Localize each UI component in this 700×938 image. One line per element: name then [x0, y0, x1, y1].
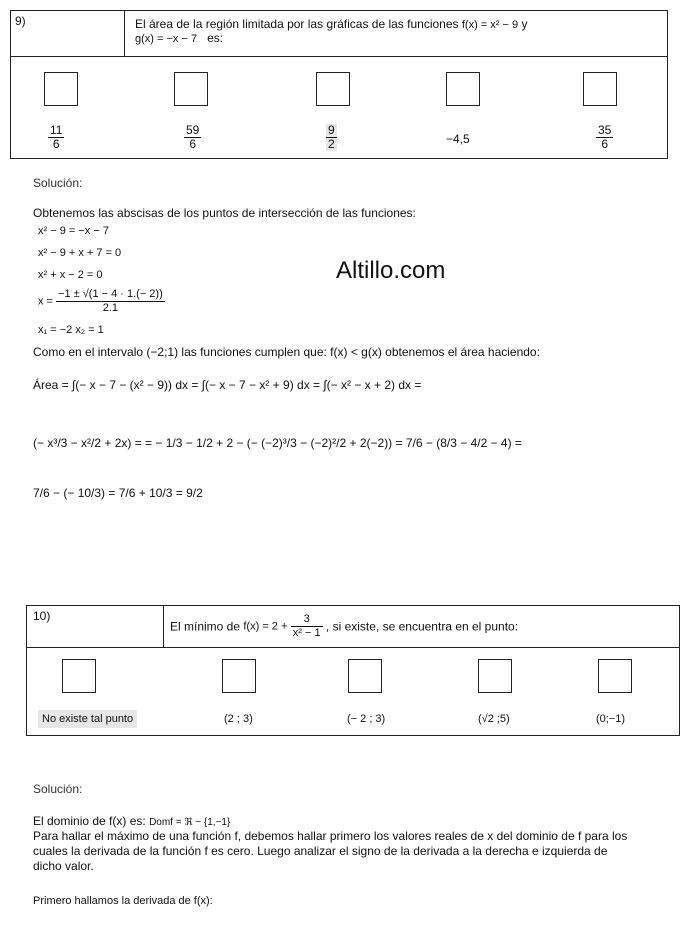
option-3-checkbox[interactable]	[316, 72, 350, 106]
option-1-checkbox[interactable]	[44, 72, 78, 106]
equation-1: x² − 9 = −x − 7	[38, 225, 109, 237]
watermark: Altillo.com	[336, 257, 446, 284]
solution-10-label: Solución:	[33, 782, 83, 796]
area-integral-line: Área = ∫(− x − 7 − (x² − 9)) dx = ∫(− x − 7 − x² + 9) dx = ∫(− x² − x + 2) dx =	[33, 378, 422, 392]
function-f: f(x) = x² − 9	[461, 19, 519, 31]
question-10-number: 10)	[33, 609, 51, 623]
option-3-label: $\frac{9}{2}$	[328, 123, 335, 151]
option-2-checkbox[interactable]	[222, 659, 256, 693]
equation-4-lhs: x =	[38, 295, 53, 308]
option-4-label: −4,5	[446, 132, 470, 146]
statement-text: El área de la región limitada por las gráficas de las funciones	[135, 17, 459, 31]
function-f-lhs: f(x) = 2 +	[243, 620, 288, 633]
statement-post: , si existe, se encuentra en el punto:	[325, 619, 519, 634]
option-3-label: (− 2 ; 3)	[347, 713, 386, 725]
option-4-label: (√2 ;5)	[478, 713, 510, 725]
question-9-number: 9)	[15, 14, 26, 28]
option-1-label: No existe tal punto	[38, 710, 137, 728]
question-statement	[125, 11, 668, 57]
option-3-checkbox[interactable]	[348, 659, 382, 693]
question-statement	[164, 606, 680, 648]
y-text: y	[521, 17, 528, 31]
equation-4	[38, 288, 165, 315]
option-2-checkbox[interactable]	[174, 72, 208, 106]
solution-9-label: Solución:	[33, 176, 83, 190]
question-number	[27, 606, 164, 648]
option-5-label: (0;−1)	[596, 713, 626, 725]
option-5-label: $\frac{35}{6}$	[598, 123, 612, 151]
evaluation-line: (− x³/3 − x²/2 + 2x) = = − 1/3 − 1/2 + 2 − (− (−2)³/3 − (−2)²/2 + 2(−2)) = 7/6 − (8/3 − 4/2 − 4) =	[33, 436, 522, 450]
question-number	[11, 11, 125, 57]
option-5-checkbox[interactable]	[583, 72, 617, 106]
function-f-fraction: $\frac{3}{\text{x² − 1}}$	[292, 613, 321, 639]
option-4-checkbox[interactable]	[478, 659, 512, 693]
interval-line: Como en el intervalo (−2;1) las funciones cumplen que: f(x) < g(x) obtenemos el área haciendo:	[33, 345, 540, 359]
option-5-checkbox[interactable]	[598, 659, 632, 693]
final-result-line: 7/6 − (− 10/3) = 7/6 + 10/3 = 9/2	[33, 486, 203, 500]
domain-prefix: El dominio de f(x) es:	[33, 814, 146, 828]
solution-9-intro: Obtenemos las abscisas de los puntos de intersección de las funciones:	[33, 206, 416, 220]
equation-3: x² + x − 2 = 0	[38, 269, 103, 281]
equation-2: x² − 9 + x + 7 = 0	[38, 247, 122, 259]
option-4-checkbox[interactable]	[446, 72, 480, 106]
explanation-paragraph: Para hallar el máximo de una función f, debemos hallar primero los valores reales de x del dominio de f para los cuales la derivada de la función f es cero. Luego analizar el signo de la derivada a la derecha e izquierda de dicho valor.	[33, 829, 628, 873]
derivative-intro: Primero hallamos la derivada de f(x):	[33, 895, 213, 907]
option-1-checkbox[interactable]	[62, 659, 96, 693]
option-2-label: (2 ; 3)	[224, 713, 253, 725]
es-text: es:	[207, 31, 224, 45]
statement-pre: El mínimo de	[170, 619, 241, 634]
equation-4-fraction: $\frac{-1 \pm √(1 - 4 \cdot 1.(- 2))}{2.1}$	[58, 288, 163, 314]
function-g: g(x) = −x − 7	[135, 33, 198, 45]
domain-line	[33, 814, 230, 830]
equation-5: x₁ = −2 x₂ = 1	[38, 324, 104, 336]
domain-value: Domf = ℜ − {1,−1}	[149, 817, 231, 828]
option-1-label: $\frac{11}{6}$	[50, 123, 63, 151]
option-2-label: $\frac{59}{6}$	[186, 123, 200, 151]
